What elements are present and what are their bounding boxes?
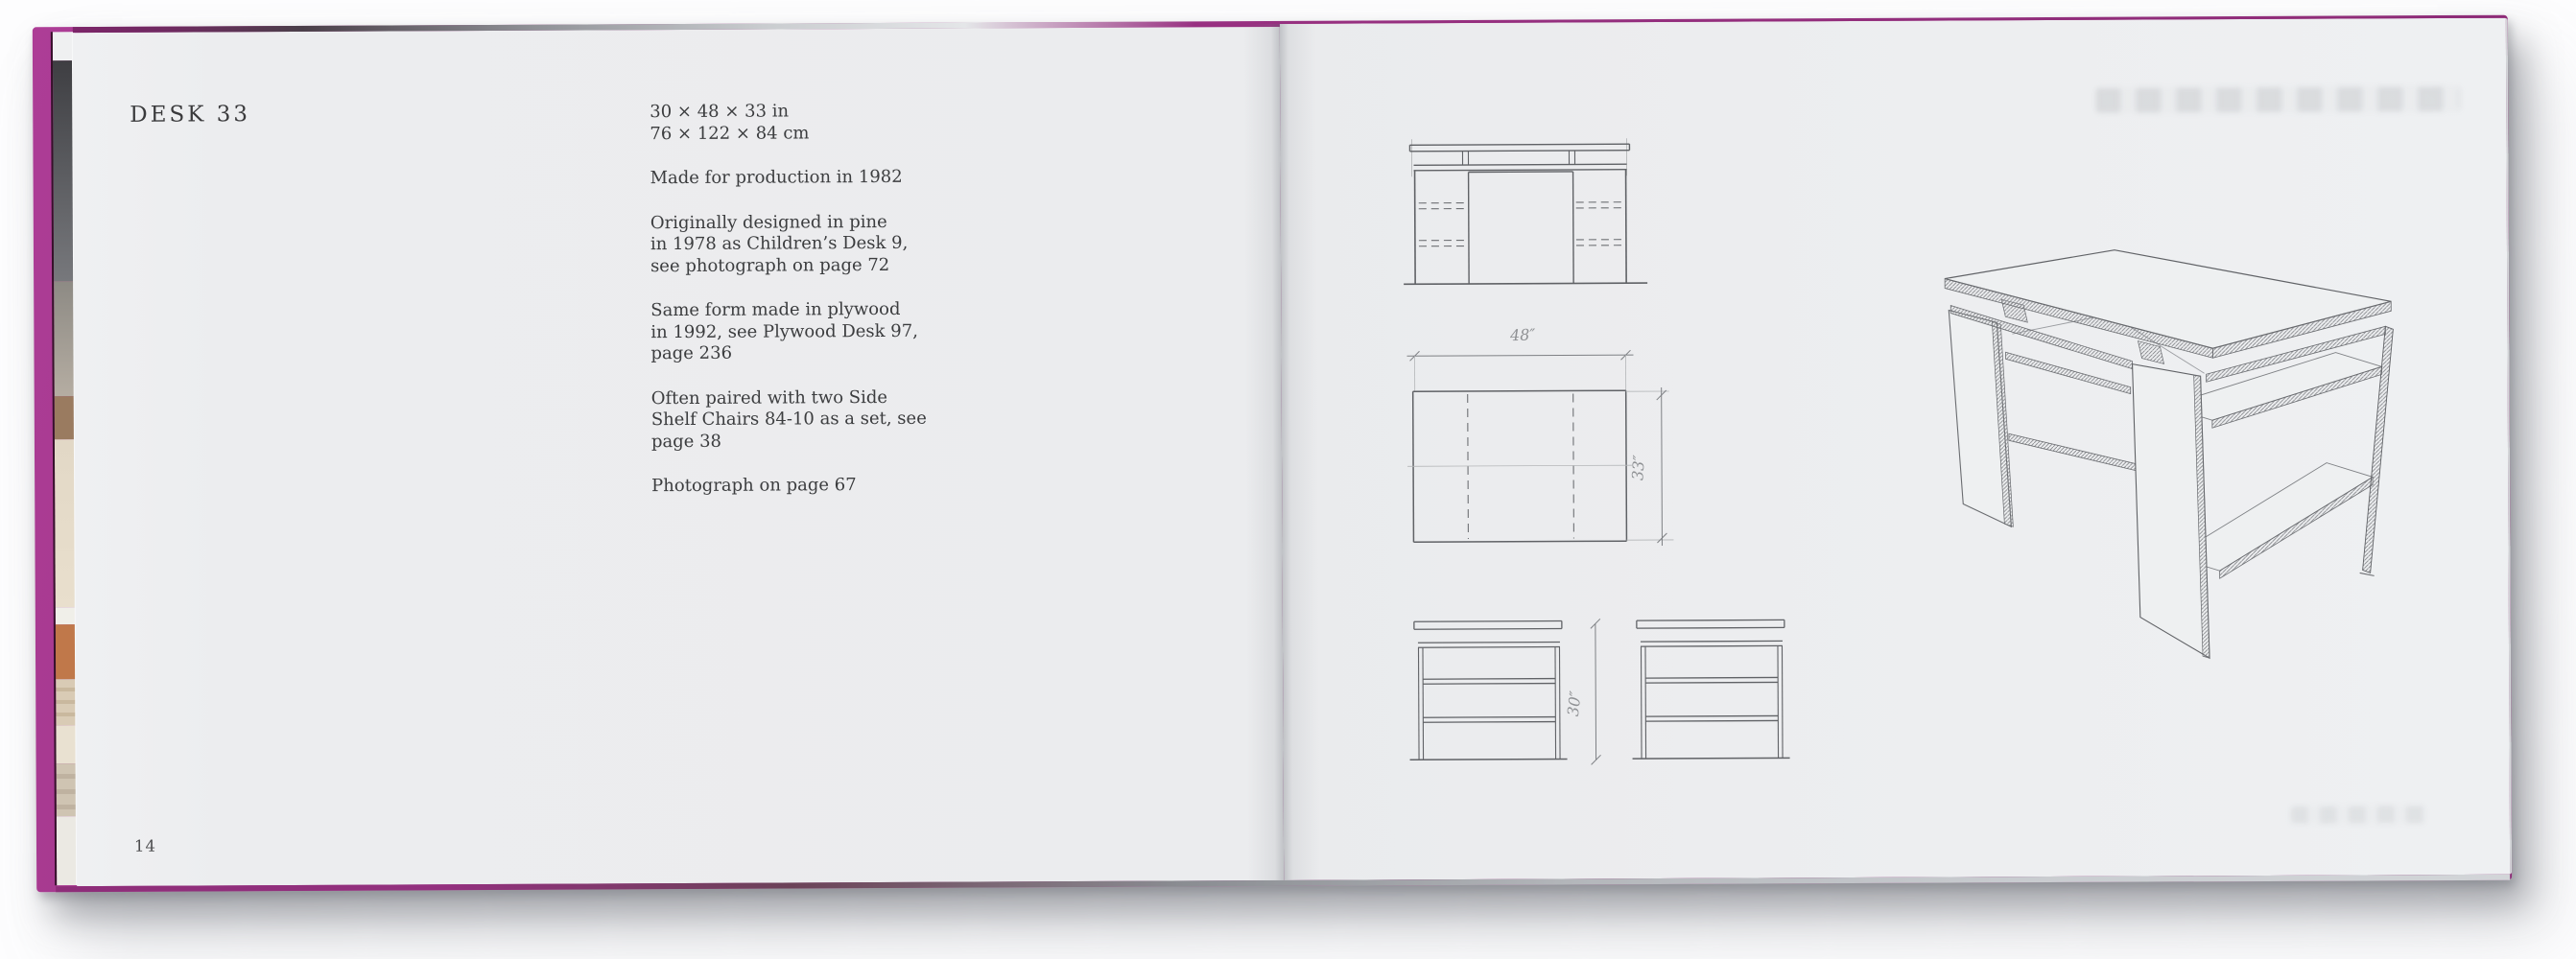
- spec-paragraph: [650, 167, 938, 190]
- spec-line: page 236: [650, 342, 733, 364]
- spec-line: Often paired with two Side: [650, 386, 888, 409]
- spec-text-block: [650, 101, 939, 521]
- fore-edge-segment: [57, 816, 79, 885]
- plan-width-dimension-label: 48″: [1509, 325, 1536, 345]
- fore-edge-segment: [53, 32, 75, 60]
- left-page: [73, 27, 1284, 886]
- side-height-dimension-label: 30″: [1563, 690, 1585, 717]
- open-book: [33, 15, 2512, 893]
- spec-line: in 1992, see Plywood Desk 97,: [650, 320, 918, 342]
- fore-edge-segment: [57, 763, 79, 816]
- spec-paragraph: [651, 386, 939, 453]
- spec-line: Same form made in plywood: [650, 298, 901, 321]
- spec-line: 30 × 48 × 33 in: [650, 101, 790, 123]
- spec-line: Shelf Chairs 84-10 as a set, see: [650, 408, 927, 431]
- spec-line: in 1978 as Children’s Desk 9,: [650, 232, 909, 255]
- spec-line: 76 × 122 × 84 cm: [650, 122, 810, 144]
- plan-depth-dimension-label: 33″: [1628, 454, 1648, 481]
- spec-paragraph: [650, 299, 938, 365]
- spec-line: Photograph on page 67: [651, 475, 857, 497]
- spec-line: Made for production in 1982: [650, 166, 903, 189]
- fore-edge-segment: [56, 607, 78, 624]
- spec-paragraph: [650, 211, 938, 277]
- fore-edge-segment: [56, 725, 78, 763]
- fore-edge-segment: [55, 396, 77, 439]
- spec-line: see photograph on page 72: [650, 254, 890, 276]
- ink-showthrough: [2095, 86, 2460, 113]
- right-page: [1280, 18, 2512, 880]
- spec-line: page 38: [650, 431, 722, 452]
- fore-edge-segment: [54, 281, 77, 396]
- spec-paragraph: [651, 475, 939, 498]
- fore-edge-segment: [56, 624, 78, 679]
- spec-line: Originally designed in pine: [650, 211, 887, 233]
- fore-edge-segment: [56, 679, 78, 725]
- page-number: 14: [133, 836, 157, 855]
- spec-paragraph: [650, 101, 937, 145]
- ink-showthrough: [2291, 806, 2425, 824]
- page-title: DESK 33: [130, 102, 251, 128]
